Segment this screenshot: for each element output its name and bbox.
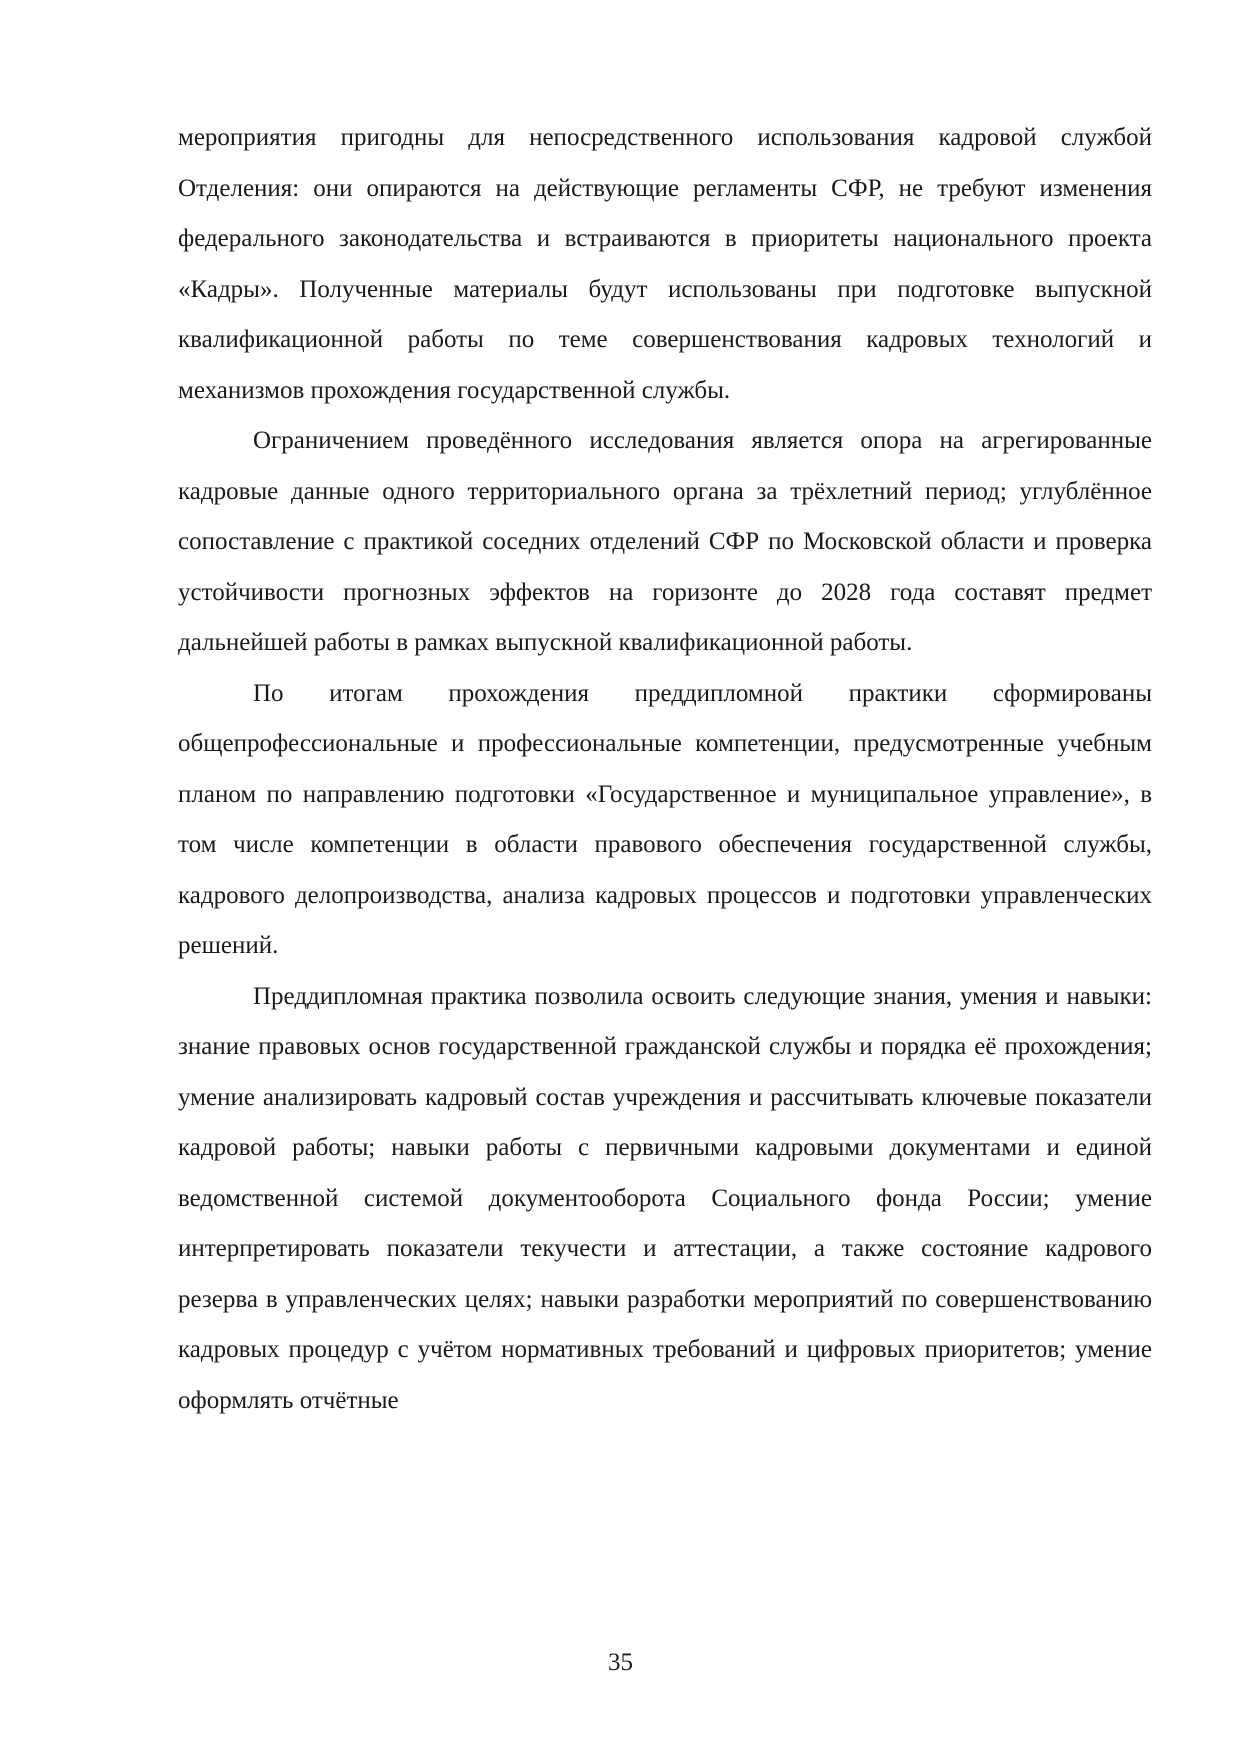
page-number: 35 bbox=[608, 1649, 633, 1676]
body-text bbox=[178, 113, 1152, 1426]
paragraph-competencies: По итогам прохождения преддипломной практики сформированы общепрофессиональные и профессиональные компетенции, предусмотренные учебным планом по направлению подготовки «Государственное и муниципальное управление», в том числе компетенции в области правового обеспечения государственной службы, кадрового делопроизводства, анализа кадровых процессов и подготовки управленческих решений. bbox=[178, 679, 1152, 959]
paragraph-skills: Преддипломная практика позволила освоить следующие знания, умения и навыки: знание правовых основ государственной гражданской службы и порядка её прохождения; умение анализировать кадровый состав учреждения и рассчитывать ключевые показатели кадровой работы; навыки работы с первичными кадровыми документами и единой ведомственной системой документооборота Социального фонда России; умение интерпретировать показатели текучести и аттестации, а также состояние кадрового резерва в управленческих целях; навыки разработки мероприятий по совершенствованию кадровых процедур с учётом нормативных требований и цифровых приоритетов; умение оформлять отчётные bbox=[178, 982, 1152, 1414]
paragraph-continuation: мероприятия пригодны для непосредственного использования кадровой службой Отделения: они опираются на действующие регламенты СФР, не требуют изменения федерального законодательства и встраиваются в приоритеты национального проекта «Кадры». Полученные материалы будут использованы при подготовке выпускной квалификационной работы по теме совершенствования кадровых технологий и механизмов прохождения государственной службы. bbox=[178, 124, 1152, 404]
paragraph-limitations: Ограничением проведённого исследования является опора на агрегированные кадровые данные одного территориального органа за трёхлетний период; углублённое сопоставление с практикой соседних отделений СФР по Московской области и проверка устойчивости прогнозных эффектов на горизонте до 2028 года составят предмет дальнейшей работы в рамках выпускной квалификационной работы. bbox=[178, 427, 1152, 656]
